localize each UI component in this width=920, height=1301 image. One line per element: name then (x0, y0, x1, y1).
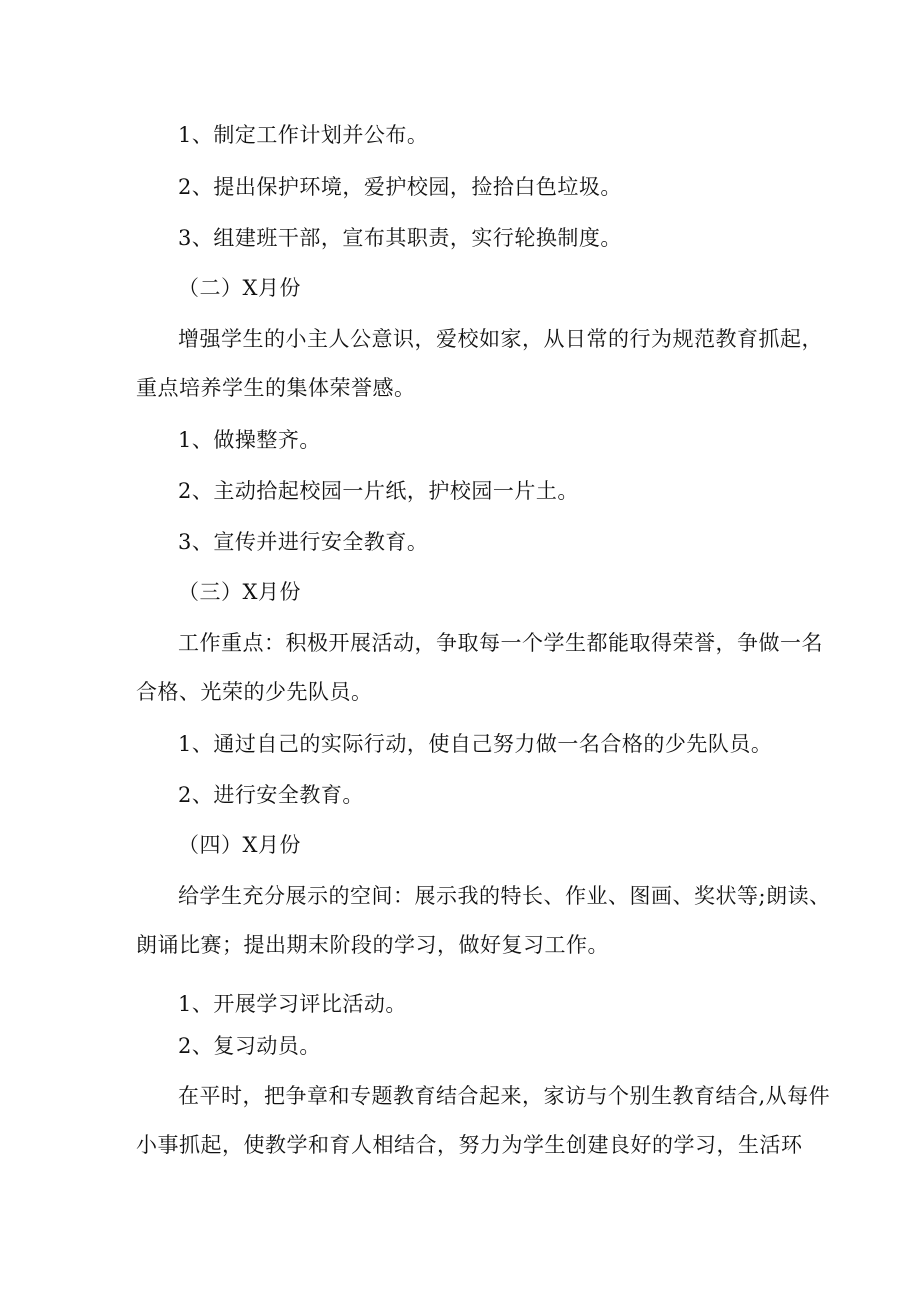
list-item: 3、组建班干部，宣布其职责，实行轮换制度。 (178, 226, 622, 250)
section-heading: （二）X月份 (178, 276, 301, 300)
paragraph-line: 小事抓起，使教学和育人相结合，努力为学生创建良好的学习，生活环 (136, 1133, 803, 1157)
list-item: 2、提出保护环境，爱护校园，捡拾白色垃圾。 (178, 175, 622, 199)
paragraph-line: 朗诵比赛；提出期末阶段的学习，做好复习工作。 (136, 933, 609, 957)
paragraph-line: 增强学生的小主人公意识，爱校如家，从日常的行为规范教育抓起， (178, 327, 823, 351)
list-item: 1、通过自己的实际行动，使自己努力做一名合格的少先队员。 (178, 732, 773, 756)
list-item: 3、宣传并进行安全教育。 (178, 530, 429, 554)
section-heading: （三）X月份 (178, 580, 301, 604)
list-item: 2、进行安全教育。 (178, 783, 364, 807)
paragraph-line: 工作重点：积极开展活动，争取每一个学生都能取得荣誉，争做一名 (178, 631, 823, 655)
paragraph-line: 在平时，把争章和专题教育结合起来，家访与个别生教育结合,从每件 (178, 1084, 831, 1108)
paragraph-line: 重点培养学生的集体荣誉感。 (136, 376, 416, 400)
list-item: 2、主动拾起校园一片纸，护校园一片土。 (178, 479, 579, 503)
paragraph-line: 给学生充分展示的空间：展示我的特长、作业、图画、奖状等;朗读、 (178, 884, 831, 908)
list-item: 2、复习动员。 (178, 1034, 321, 1058)
list-item: 1、做操整齐。 (178, 428, 321, 452)
list-item: 1、开展学习评比活动。 (178, 992, 407, 1016)
section-heading: （四）X月份 (178, 833, 301, 857)
paragraph-line: 合格、光荣的少先队员。 (136, 680, 373, 704)
list-item: 1、制定工作计划并公布。 (178, 123, 429, 147)
